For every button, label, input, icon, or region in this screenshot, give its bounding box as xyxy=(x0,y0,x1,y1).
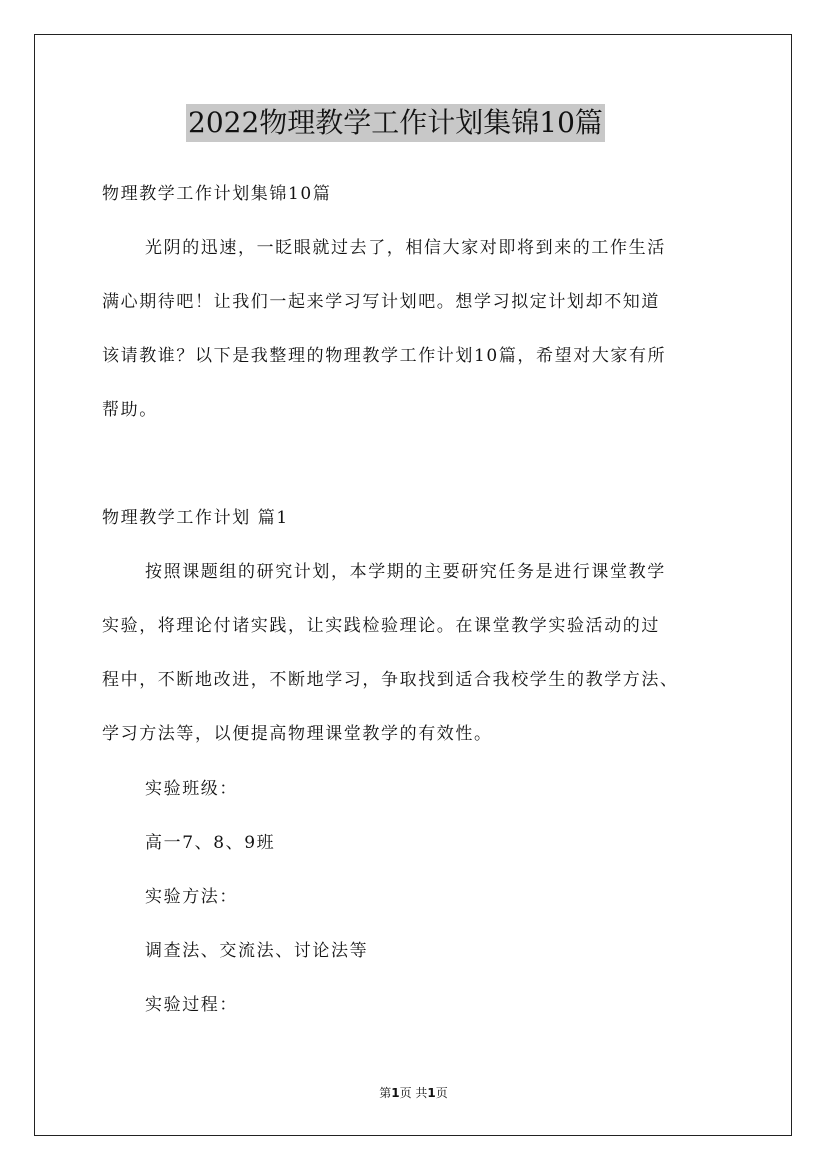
item-experiment-method-value: 调查法、交流法、讨论法等 xyxy=(145,941,369,961)
footer-page-mid: 页 共 xyxy=(399,1086,428,1100)
item-experiment-process-label: 实验过程： xyxy=(145,995,238,1015)
footer-page-prefix: 第 xyxy=(379,1086,392,1100)
item-experiment-class-value: 高一7、8、9班 xyxy=(145,833,276,853)
document-title: 2022物理教学工作计划集锦10篇 xyxy=(186,104,605,142)
footer-page-suffix: 页 xyxy=(435,1086,448,1100)
footer-page-number: 1 xyxy=(391,1086,400,1100)
intro-line-2: 满心期待吧！让我们一起来学习写计划吧。想学习拟定计划却不知道 xyxy=(102,292,660,312)
section-line-2: 实验，将理论付诸实践，让实践检验理论。在课堂教学实验活动的过 xyxy=(102,616,660,636)
section-line-4: 学习方法等，以便提高物理课堂教学的有效性。 xyxy=(102,724,493,744)
section-line-3: 程中，不断地改进，不断地学习，争取找到适合我校学生的教学方法、 xyxy=(102,670,679,690)
item-experiment-class-label: 实验班级： xyxy=(145,779,238,799)
footer-page-total: 1 xyxy=(427,1086,436,1100)
page-footer xyxy=(0,1085,827,1101)
intro-line-3: 该请教谁？以下是我整理的物理教学工作计划10篇，希望对大家有所 xyxy=(102,346,667,366)
document-subtitle: 物理教学工作计划集锦10篇 xyxy=(102,184,332,204)
intro-line-1: 光阴的迅速，一眨眼就过去了，相信大家对即将到来的工作生活 xyxy=(145,238,666,258)
section-line-1: 按照课题组的研究计划，本学期的主要研究任务是进行课堂教学 xyxy=(145,562,666,582)
item-experiment-method-label: 实验方法： xyxy=(145,887,238,907)
intro-line-4: 帮助。 xyxy=(102,400,158,420)
section-heading: 物理教学工作计划 篇1 xyxy=(102,508,289,528)
